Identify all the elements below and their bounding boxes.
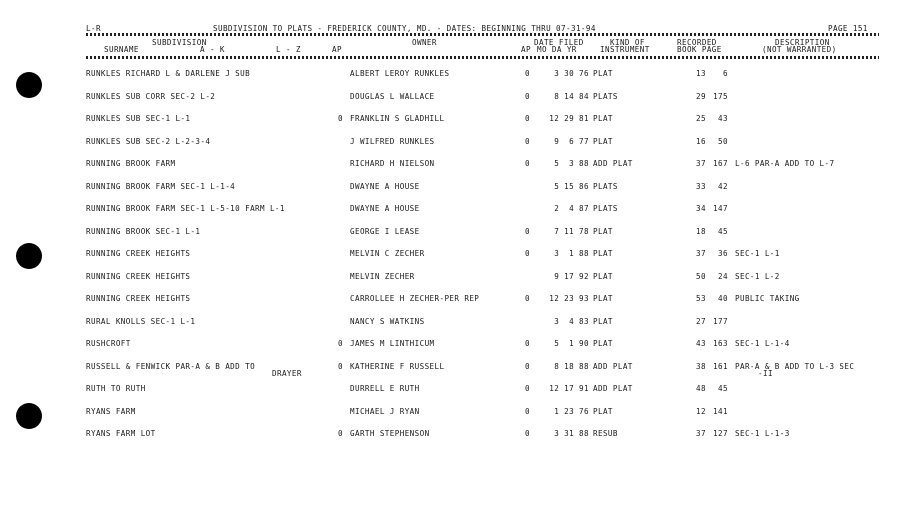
instrument-kind: PLAT	[593, 226, 613, 236]
page-number-cell: 40	[718, 294, 728, 303]
ap2-flag: 0	[525, 361, 530, 371]
col-kind-heading: KIND OF	[610, 38, 645, 47]
ap-flag: 0	[338, 114, 343, 123]
book-number: 37	[696, 159, 706, 168]
table-row	[0, 205, 900, 217]
description-continued: -II	[758, 368, 773, 378]
date-filed: 7 11 78	[554, 226, 589, 236]
asterisk-rule-bottom	[86, 56, 879, 59]
page-number-cell: 24	[718, 271, 728, 281]
col-subdivision-heading: SUBDIVISION	[152, 38, 207, 47]
page-number-cell: 141	[713, 406, 728, 416]
table-row	[0, 408, 900, 420]
ap2-flag: 0	[525, 159, 530, 168]
subdivision-name: RUNKLES RICHARD L & DARLENE J SUB	[86, 69, 251, 78]
owner-name: JAMES M LINTHICUM	[350, 339, 435, 348]
table-row	[0, 250, 900, 262]
table-row	[0, 70, 900, 82]
subdivision-name: RUNNING CREEK HEIGHTS	[86, 249, 191, 258]
table-row	[0, 318, 900, 330]
col-l-z-heading: L - Z	[276, 45, 301, 54]
col-a-k-heading: A - K	[200, 45, 225, 54]
instrument-kind: PLATS	[593, 204, 618, 213]
col-description-heading: DESCRIPTION	[775, 38, 830, 47]
ap-flag: 0	[338, 361, 343, 371]
ap2-flag: 0	[525, 249, 530, 258]
col-mo-da-yr-heading: MO DA YR	[537, 45, 577, 54]
ap-flag: 0	[338, 429, 343, 438]
description: PAR-A & B ADD TO L-3 SEC	[735, 361, 855, 371]
instrument-kind: PLATS	[593, 181, 618, 191]
subdivision-name: RYANS FARM	[86, 406, 136, 416]
col-instrument-heading: INSTRUMENT	[600, 45, 650, 54]
col-recorded-heading: RECORDED	[677, 38, 717, 47]
book-number: 53	[696, 294, 706, 303]
ap2-flag: 0	[525, 226, 530, 236]
ap2-flag: 0	[525, 384, 530, 393]
description: SEC-1 L-1-3	[735, 429, 790, 438]
ap2-flag: 0	[525, 114, 530, 123]
subdivision-name: RUNNING CREEK HEIGHTS	[86, 294, 191, 303]
instrument-kind: PLATS	[593, 91, 618, 101]
date-filed: 1 23 76	[554, 406, 589, 416]
ap2-flag: 0	[525, 406, 530, 416]
owner-name: KATHERINE F RUSSELL	[350, 361, 445, 371]
owner-name: MICHAEL J RYAN	[350, 406, 420, 416]
date-filed: 3 30 76	[554, 69, 589, 78]
subdivision-name: RUNNING BROOK FARM SEC-1 L-5-10 FARM L-1	[86, 204, 285, 213]
page-number-cell: 175	[713, 91, 728, 101]
book-number: 25	[696, 114, 706, 123]
table-row	[0, 295, 900, 307]
subdivision-name: RUSHCROFT	[86, 339, 131, 348]
book-number: 38	[696, 361, 706, 371]
instrument-kind: PLAT	[593, 271, 613, 281]
col-surname-heading: SURNAME	[104, 45, 139, 54]
page-number: PAGE 151	[828, 24, 868, 33]
ap2-flag: 0	[525, 294, 530, 303]
ap2-flag: 0	[525, 339, 530, 348]
date-filed: 8 18 88	[554, 361, 589, 371]
instrument-kind: PLAT	[593, 69, 613, 78]
col-not-warranted-heading: (NOT WARRANTED)	[762, 45, 837, 54]
table-row	[0, 228, 900, 240]
book-number: 34	[696, 204, 706, 213]
date-filed: 9 17 92	[554, 271, 589, 281]
table-row	[0, 340, 900, 352]
col-ap2-heading: AP	[521, 45, 531, 54]
book-number: 16	[696, 136, 706, 146]
date-filed: 3 4 83	[554, 316, 589, 326]
page-number-cell: 43	[718, 114, 728, 123]
instrument-kind: PLAT	[593, 136, 613, 146]
page-number-cell: 161	[713, 361, 728, 371]
owner-name: DWAYNE A HOUSE	[350, 181, 420, 191]
asterisk-rule-top	[86, 33, 879, 36]
owner-name: NANCY S WATKINS	[350, 316, 425, 326]
page-number-cell: 167	[713, 159, 728, 168]
table-row	[0, 183, 900, 195]
table-row	[0, 138, 900, 150]
subdivision-name: RUNNING BROOK FARM SEC-1 L-1-4	[86, 181, 236, 191]
book-number: 37	[696, 249, 706, 258]
instrument-kind: PLAT	[593, 294, 613, 303]
subdivision-name: RUNKLES SUB SEC-1 L-1	[86, 114, 191, 123]
instrument-kind: RESUB	[593, 429, 618, 438]
table-row	[0, 160, 900, 172]
date-filed: 12 29 81	[549, 114, 589, 123]
book-number: 13	[696, 69, 706, 78]
ap2-flag: 0	[525, 136, 530, 146]
description: SEC-1 L-1-4	[735, 339, 790, 348]
page-number-cell: 45	[718, 226, 728, 236]
page-number-cell: 42	[718, 181, 728, 191]
table-row	[0, 273, 900, 285]
book-number: 43	[696, 339, 706, 348]
subdivision-name: RUNNING BROOK FARM	[86, 159, 176, 168]
book-number: 29	[696, 91, 706, 101]
page-number-cell: 177	[713, 316, 728, 326]
date-filed: 12 17 91	[549, 384, 589, 393]
book-number: 50	[696, 271, 706, 281]
subdivision-name: RYANS FARM LOT	[86, 429, 156, 438]
col-ap-heading: AP	[332, 45, 342, 54]
date-filed: 2 4 87	[554, 204, 589, 213]
date-filed: 5 1 90	[554, 339, 589, 348]
subdivision-name: RUNNING BROOK SEC-1 L-1	[86, 226, 201, 236]
ap2-flag: 0	[525, 429, 530, 438]
date-filed: 8 14 84	[554, 91, 589, 101]
book-number: 37	[696, 429, 706, 438]
instrument-kind: ADD PLAT	[593, 384, 633, 393]
owner-name: ALBERT LEROY RUNKLES	[350, 69, 450, 78]
date-filed: 9 6 77	[554, 136, 589, 146]
description: PUBLIC TAKING	[735, 294, 800, 303]
description: SEC-1 L-1	[735, 249, 780, 258]
instrument-kind: ADD PLAT	[593, 159, 633, 168]
table-row	[0, 385, 900, 397]
owner-name: J WILFRED RUNKLES	[350, 136, 435, 146]
table-row	[0, 115, 900, 127]
owner-name: FRANKLIN S GLADHILL	[350, 114, 445, 123]
owner-name: DWAYNE A HOUSE	[350, 204, 420, 213]
instrument-kind: PLAT	[593, 249, 613, 258]
table-row	[0, 361, 900, 378]
owner-name: DURRELL E RUTH	[350, 384, 420, 393]
ap2-flag: 0	[525, 69, 530, 78]
book-number: 18	[696, 226, 706, 236]
instrument-kind: PLAT	[593, 339, 613, 348]
page-number-cell: 163	[713, 339, 728, 348]
subdivision-name: RUNNING CREEK HEIGHTS	[86, 271, 191, 281]
date-filed: 12 23 93	[549, 294, 589, 303]
book-number: 48	[696, 384, 706, 393]
subdivision-name: RUNKLES SUB SEC-2 L-2-3-4	[86, 136, 211, 146]
page-title: SUBDIVISION TO PLATS - FREDERICK COUNTY, MD. - DATES: BEGINNING THRU 07-31-94	[213, 24, 596, 33]
date-filed: 3 1 88	[554, 249, 589, 258]
subdivision-name: RURAL KNOLLS SEC-1 L-1	[86, 316, 196, 326]
owner-name: MELVIN ZECHER	[350, 271, 415, 281]
subdivision-name: RUTH TO RUTH	[86, 384, 146, 393]
page-number-cell: 147	[713, 204, 728, 213]
table-row	[0, 93, 900, 105]
subdivision-name-continued: DRAYER	[272, 368, 302, 378]
page-number-cell: 45	[718, 384, 728, 393]
description: L-6 PAR-A ADD TO L-7	[735, 159, 835, 168]
book-number: 12	[696, 406, 706, 416]
date-filed: 5 15 86	[554, 181, 589, 191]
ap2-flag: 0	[525, 91, 530, 101]
page-number-cell: 127	[713, 429, 728, 438]
owner-name: GEORGE I LEASE	[350, 226, 420, 236]
page-number-cell: 6	[723, 69, 728, 78]
col-book-page-heading: BOOK PAGE	[677, 45, 722, 54]
book-number: 27	[696, 316, 706, 326]
table-row	[0, 430, 900, 442]
subdivision-name: RUSSELL & FENWICK PAR-A & B ADD TO	[86, 361, 256, 371]
date-filed: 5 3 88	[554, 159, 589, 168]
owner-name: CARROLLEE H ZECHER-PER REP	[350, 294, 480, 303]
col-owner-heading: OWNER	[412, 38, 437, 47]
instrument-kind: ADD PLAT	[593, 361, 633, 371]
owner-name: RICHARD H NIELSON	[350, 159, 435, 168]
instrument-kind: PLAT	[593, 316, 613, 326]
ap-flag: 0	[338, 339, 343, 348]
instrument-kind: PLAT	[593, 406, 613, 416]
date-filed: 3 31 88	[554, 429, 589, 438]
book-number: 33	[696, 181, 706, 191]
index-code: L-R	[86, 24, 101, 33]
subdivision-name: RUNKLES SUB CORR SEC-2 L-2	[86, 91, 216, 101]
page-number-cell: 36	[718, 249, 728, 258]
owner-name: MELVIN C ZECHER	[350, 249, 425, 258]
owner-name: DOUGLAS L WALLACE	[350, 91, 435, 101]
description: SEC-1 L-2	[735, 271, 780, 281]
instrument-kind: PLAT	[593, 114, 613, 123]
page-number-cell: 50	[718, 136, 728, 146]
owner-name: GARTH STEPHENSON	[350, 429, 430, 438]
col-date-filed-heading: DATE FILED	[534, 38, 584, 47]
